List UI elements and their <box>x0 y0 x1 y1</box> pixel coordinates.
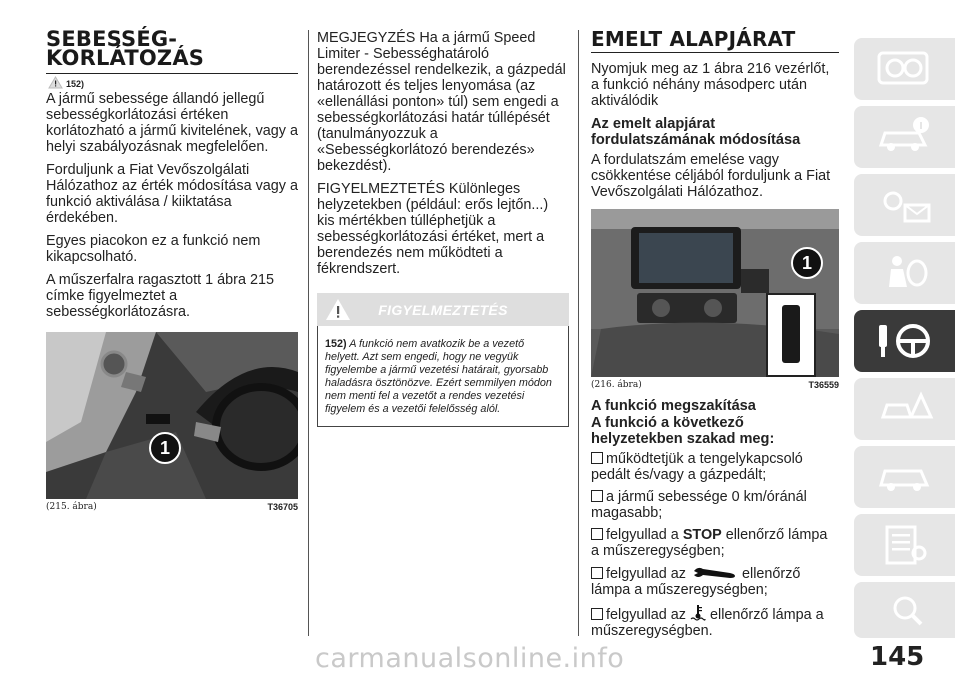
warning-number: 152) <box>325 338 347 350</box>
dashboard-left-illustration <box>46 332 298 499</box>
left-column <box>46 27 298 512</box>
heading-line-2: KORLÁTOZÁS <box>46 46 205 70</box>
checkbox-bullet <box>591 490 603 502</box>
figure-215-dashboard-photo <box>46 332 298 499</box>
warning-triangle-icon <box>324 297 352 322</box>
sidebar-tab-starting-driving[interactable] <box>854 310 955 372</box>
car-info-icon <box>875 115 935 159</box>
paragraph: A műszerfalra ragasztott 1 ábra 215 címke figyelmeztet a sebességkorlátozásra. <box>46 272 274 320</box>
figure-marker: 1 <box>791 247 823 279</box>
list-item-text: felgyullad az <box>606 566 690 582</box>
warning-reference[interactable] <box>66 79 298 89</box>
caption-code: T36705 <box>267 502 298 512</box>
subheading: A funkció megszakítása <box>591 398 756 414</box>
list-item-text: a jármű sebessége 0 km/óránál magasabb; <box>591 489 807 521</box>
watermark: carmanualsonline.info <box>315 643 625 674</box>
seat-airbag-icon <box>875 251 935 295</box>
section-heading-speed-limit <box>46 27 298 74</box>
idle-speed-button[interactable] <box>782 305 800 363</box>
coolant-temperature-icon <box>690 604 706 622</box>
subheading: A funkció a következő helyzetekben szakad meg: <box>591 415 775 447</box>
sidebar-tab-emergency[interactable] <box>854 378 955 440</box>
list-item <box>591 451 839 483</box>
paragraph: Forduljunk a Fiat Vevőszolgálati Hálózathoz az érték módosítása vagy a funkció aktiválása / kiiktatása érdekében. <box>46 162 298 226</box>
sidebar-tab-safety[interactable] <box>854 242 955 304</box>
list-item-text: ellenőrző lámpa a műszeregységben. <box>591 607 824 639</box>
paragraph: A fordulatszám emelése vagy csökkentése céljából forduljunk a Fiat Vevőszolgálati Hálózathoz. <box>591 152 831 200</box>
list-item-text: felgyullad a <box>606 527 683 543</box>
sidebar-tab-technical-data[interactable] <box>854 514 955 576</box>
index-search-icon <box>875 588 935 632</box>
paragraph: Egyes piacokon ez a funkció nem kikapcsolható. <box>46 233 261 265</box>
section-heading-idle-speed: EMELT ALAPJÁRAT <box>591 30 839 53</box>
stop-label: STOP <box>682 527 722 543</box>
paragraph: FIGYELMEZTETÉS Különleges helyzetekben (például: erős lejtőn...) kis mértékben túlléphetjük a sebességkorlátozási értéket, mert a berendezés nem működteti a fékrendszert. <box>317 181 549 277</box>
checkbox-bullet <box>591 608 603 620</box>
caption-label: (215. ábra) <box>46 502 97 512</box>
list-item-text: ellenőrző lámpa a műszeregységben; <box>591 527 828 559</box>
button-closeup-inset <box>766 293 816 377</box>
page-number: 145 <box>870 642 925 672</box>
list-item <box>591 565 839 598</box>
wrench-icon <box>690 565 738 581</box>
list-item <box>591 604 839 639</box>
paragraph: MEGJEGYZÉS Ha a jármű Speed Limiter - Sebességhatároló berendezéssel rendelkezik, a gázpedál határozott és teljes lenyomása (az «ellenállási ponton» túl) sem engedi a sebességkorlátozási határ túllépését (tanulmányozzuk a «Sebességkorlátozó berendezés» bekezdést). <box>317 30 566 174</box>
warning-text: A funkció nem avatkozik be a vezető helyett. Azt sem engedi, hogy ne vegyük figyelembe a jármű vezetési határait, gyorsabb haladásra ösztönözve. Ezért semmilyen módon nem menti fel a vezetőt a rendes vezetési figyelem és a vezetői felelősség alól. <box>325 338 552 415</box>
sidebar-tab-dashboard[interactable] <box>854 38 955 100</box>
checkbox-bullet <box>591 452 603 464</box>
sidebar-tab-warning-lights[interactable] <box>854 174 955 236</box>
paragraph: Nyomjuk meg az 1 ábra 216 vezérlőt, a funkció néhány másodperc után aktiválódik <box>591 61 830 109</box>
middle-column <box>317 30 569 427</box>
caption-code: T36559 <box>808 380 839 390</box>
list-item-text: felgyullad az <box>606 607 690 623</box>
checkbox-bullet <box>591 528 603 540</box>
figure-216-console-photo <box>591 209 839 377</box>
caption-label: (216. ábra) <box>591 380 642 390</box>
sidebar-tab-maintenance[interactable] <box>854 446 955 508</box>
warning-box <box>317 326 569 427</box>
list-item <box>591 489 839 521</box>
column-divider <box>578 30 579 636</box>
technical-data-icon <box>875 523 935 567</box>
figure-caption <box>591 380 839 390</box>
list-item-text: működtetjük a tengelykapcsoló pedált és/vagy a gázpedált; <box>591 451 803 483</box>
figure-caption <box>46 502 298 512</box>
checkbox-bullet <box>591 567 603 579</box>
heading-line-1: SEBESSÉG- <box>46 27 178 51</box>
warning-lights-icon <box>875 183 935 227</box>
sidebar-tab-index[interactable] <box>854 582 955 638</box>
right-column <box>591 27 839 645</box>
car-road-warning-icon <box>875 387 935 431</box>
warning-title: FIGYELMEZTETÉS <box>378 301 508 318</box>
warning-triangle-icon <box>48 76 63 89</box>
warning-reference-number: 152) <box>66 79 85 89</box>
column-divider <box>308 30 309 636</box>
list-item <box>591 527 839 559</box>
car-dashboard-icon <box>875 47 935 91</box>
list-item-text: ellenőrző lámpa a műszeregységben; <box>591 566 801 598</box>
subheading: Az emelt alapjárat fordulatszámának módosítása <box>591 116 801 148</box>
figure-marker: 1 <box>149 432 181 464</box>
car-service-icon <box>875 455 935 499</box>
warning-header <box>317 293 569 326</box>
sidebar-tab-car-info[interactable] <box>854 106 955 168</box>
paragraph: A jármű sebessége állandó jellegű sebességkorlátozási értéken korlátozható a jármű kivitelének, vagy a helyi szabályozásnak megfelelően. <box>46 91 298 155</box>
key-steering-wheel-icon <box>875 319 935 363</box>
